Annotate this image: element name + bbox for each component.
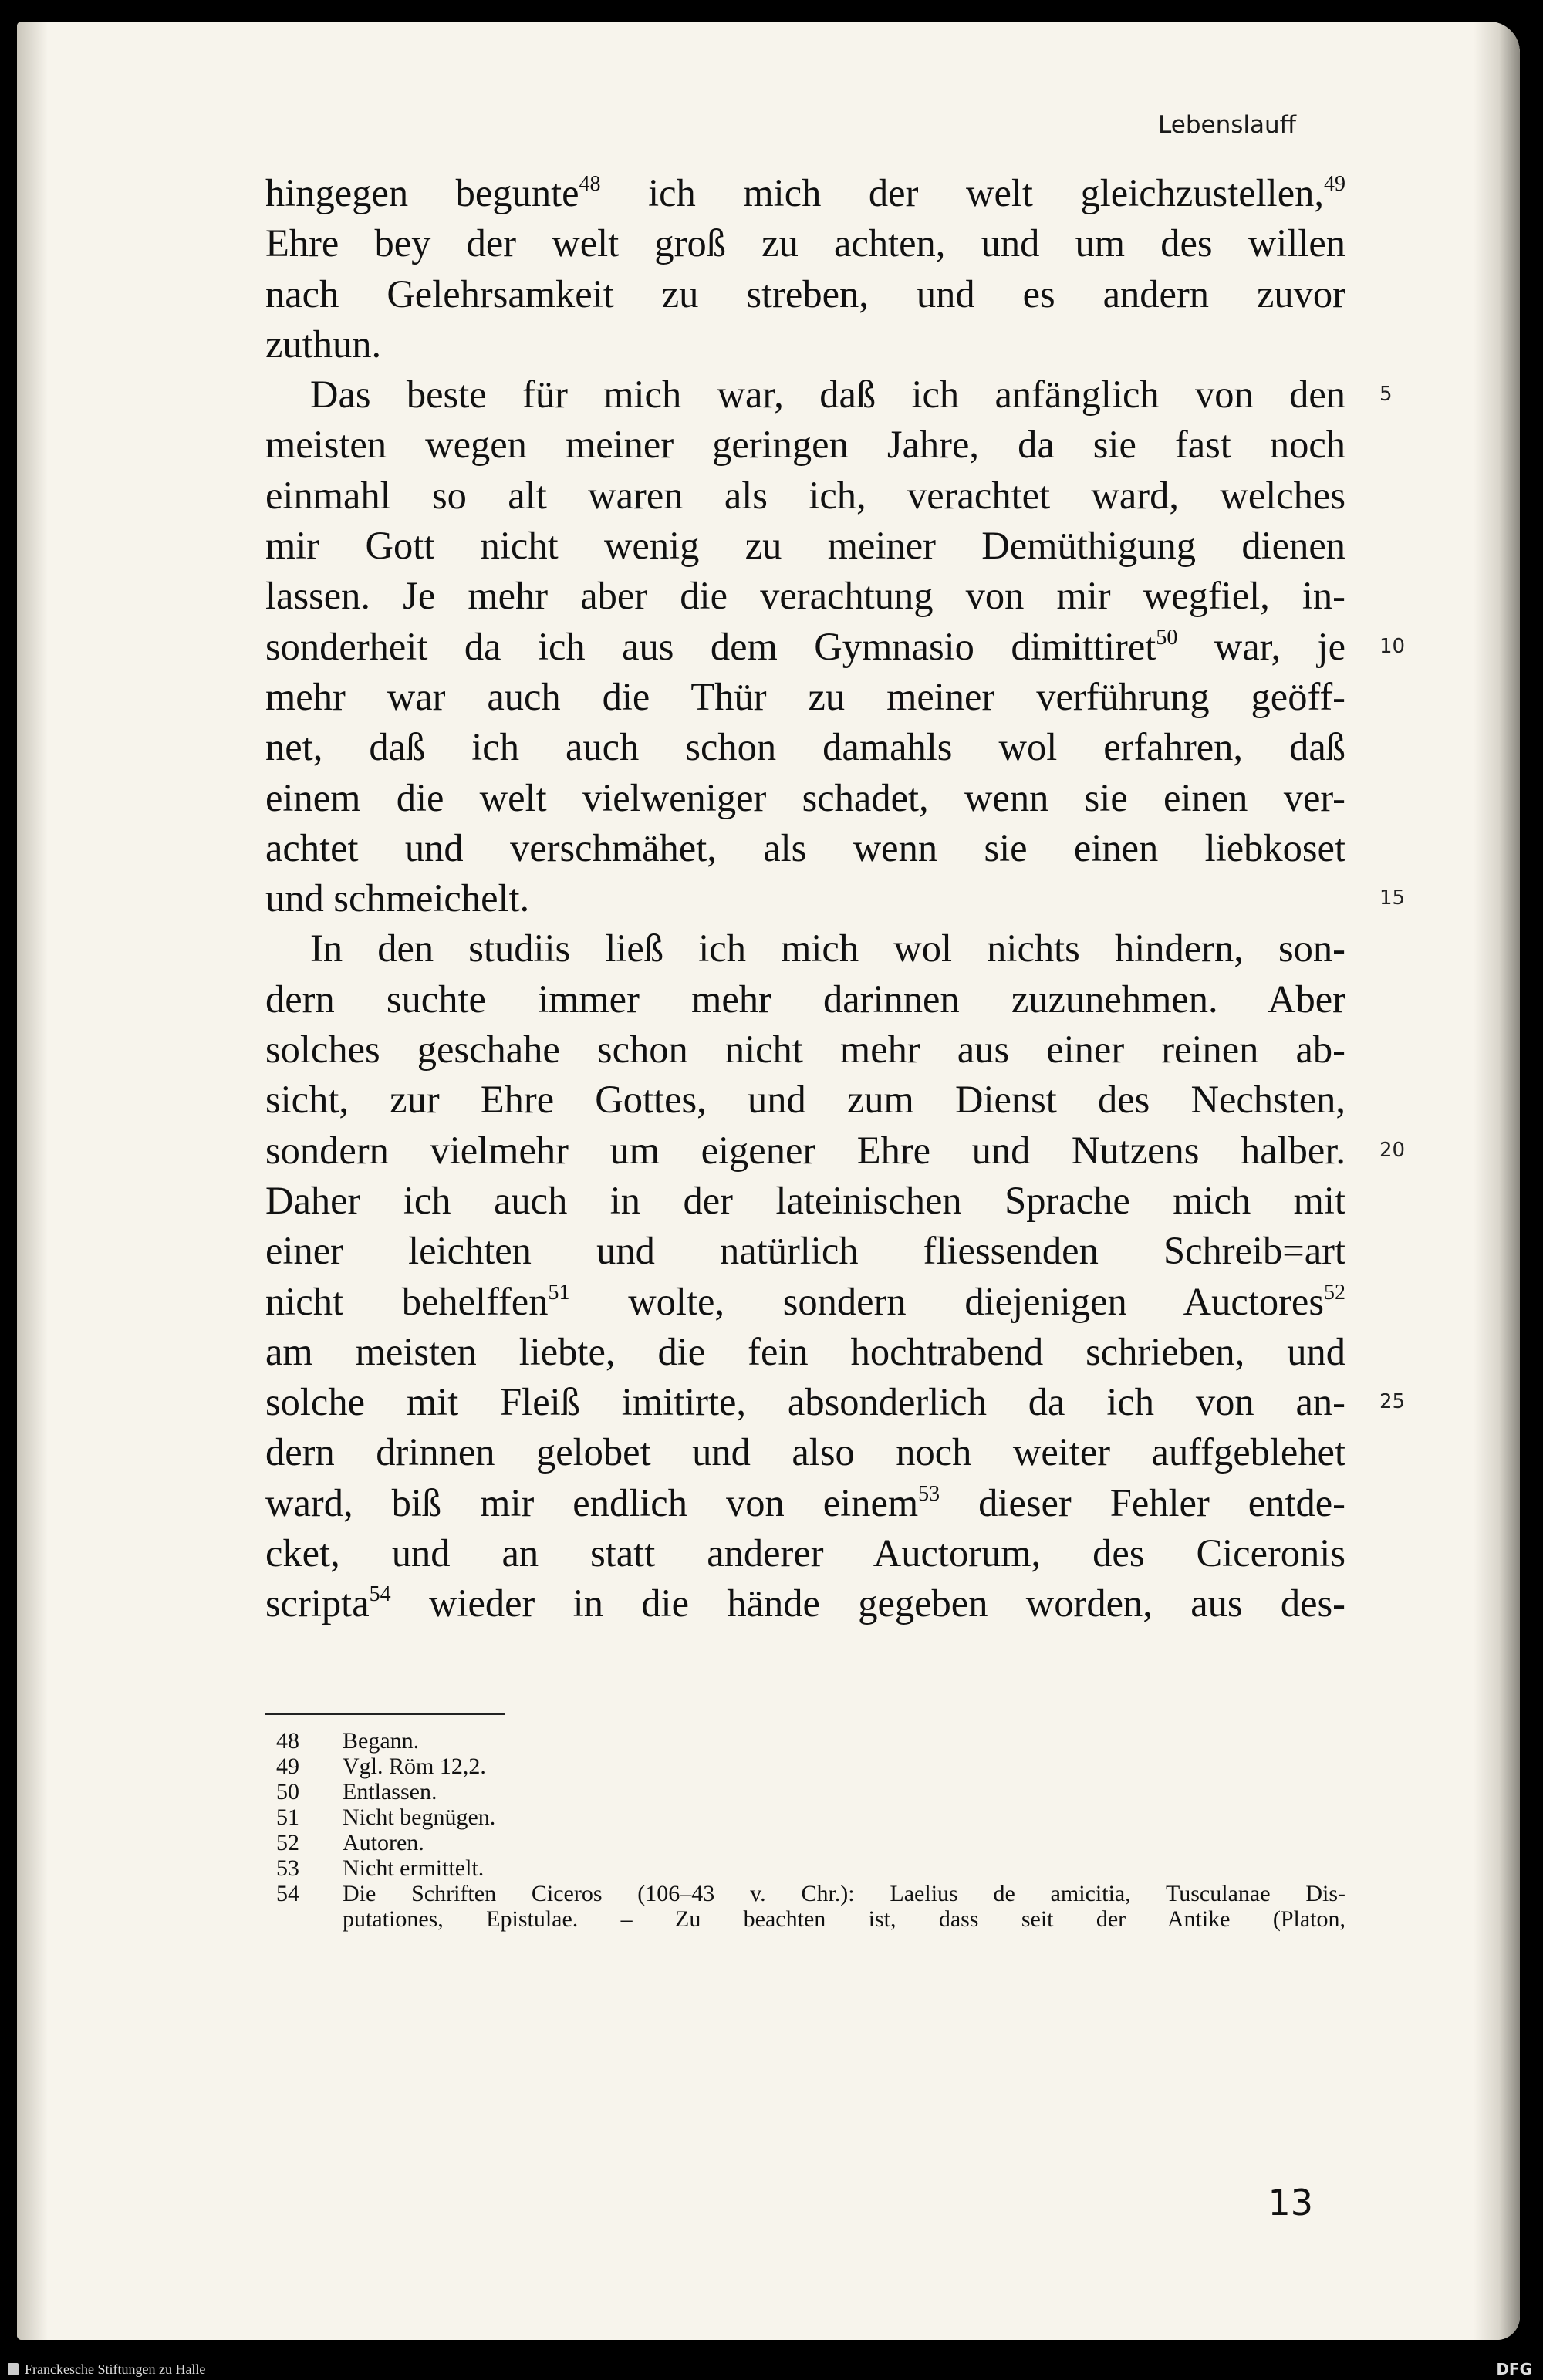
dfg-logo: DFG xyxy=(1496,2360,1532,2378)
text-line-content: dern drinnen gelobet und also noch weiter auffgeblehet xyxy=(265,1430,1345,1474)
footnote xyxy=(265,1855,1345,1881)
institution-logo-icon xyxy=(8,2363,19,2375)
footnotes xyxy=(265,1728,1345,1932)
text-line-content: sondern vielmehr um eigener Ehre und Nutzens halber. xyxy=(265,1128,1345,1172)
text-line-content: achtet und verschmähet, als wenn sie einen liebkoset xyxy=(265,825,1345,869)
line-number: 15 xyxy=(1379,886,1406,910)
footnote-number: 48 xyxy=(276,1728,299,1754)
text-line xyxy=(265,773,1345,823)
text-line xyxy=(265,521,1345,571)
book-page xyxy=(17,22,1520,2340)
text-line xyxy=(265,1126,1406,1176)
text-line xyxy=(265,319,1345,370)
text-line xyxy=(265,1075,1345,1125)
text-line-content: ward, biß mir endlich von einem$^{53}$ dieser Fehler entde- xyxy=(265,1480,1345,1524)
footnote-text: Vgl. Röm 12,2. xyxy=(343,1754,486,1779)
text-line xyxy=(265,1327,1345,1377)
footnote xyxy=(265,1804,1345,1830)
text-line xyxy=(265,974,1345,1025)
text-line-content: hingegen begunte$^{48}$ ich mich der welt gleichzustellen,$^{49}$ xyxy=(265,171,1345,214)
text-line-content: sicht, zur Ehre Gottes, und zum Dienst des Nechsten, xyxy=(265,1078,1345,1122)
line-number: 25 xyxy=(1379,1390,1406,1414)
line-number: 5 xyxy=(1379,383,1393,407)
text-line-content: einer leichten und natürlich fliessenden Schreib=art xyxy=(265,1229,1345,1273)
text-line xyxy=(265,471,1345,521)
footnote-ref: 54 xyxy=(369,1582,391,1607)
text-line-content: scripta$^{54}$ wieder in die hände gegeben worden, aus des- xyxy=(265,1582,1345,1625)
text-line-content: lassen. Je mehr aber die verachtung von mir wegfiel, in- xyxy=(265,574,1345,618)
text-line xyxy=(265,1427,1345,1477)
footnote-ref: 51 xyxy=(548,1280,570,1305)
footnote xyxy=(265,1754,1345,1779)
footnote-number: 50 xyxy=(276,1779,299,1804)
text-line-content: Das beste für mich war, daß ich anfänglich von den xyxy=(310,373,1345,417)
provider-name: Franckesche Stiftungen zu Halle xyxy=(25,2361,206,2377)
text-line xyxy=(265,218,1345,268)
text-line xyxy=(265,1176,1345,1226)
body-text xyxy=(265,168,1406,1629)
text-line-content: solches geschahe schon nicht mehr aus einer reinen ab- xyxy=(265,1028,1345,1072)
provider-credit xyxy=(8,2361,205,2378)
footnote xyxy=(265,1881,1345,1906)
text-line-content: nicht behelffen$^{51}$ wolte, sondern diejenigen Auctores$^{52}$ xyxy=(265,1279,1345,1323)
text-line-content: und schmeichelt. xyxy=(265,876,530,920)
text-line-content: einem die welt vielweniger schadet, wenn sie einen ver- xyxy=(265,775,1345,819)
text-line-content: dern suchte immer mehr darinnen zuzunehmen. Aber xyxy=(265,977,1345,1021)
footnote-text: Begann. xyxy=(343,1728,420,1754)
text-line xyxy=(265,1528,1345,1578)
text-line xyxy=(265,672,1345,722)
line-number: 10 xyxy=(1379,634,1406,658)
footnote xyxy=(265,1906,1345,1932)
page-edge-shadow xyxy=(1474,22,1520,2340)
footnote-ref: 53 xyxy=(918,1481,940,1506)
text-line xyxy=(265,269,1345,319)
text-line-content: cket, und an statt anderer Auctorum, des Ciceronis xyxy=(265,1531,1345,1575)
text-line xyxy=(265,370,1393,420)
footnote-text: Nicht begnügen. xyxy=(343,1804,496,1830)
footnote-number: 49 xyxy=(276,1754,299,1779)
footnote-ref: 50 xyxy=(1156,625,1178,650)
text-line xyxy=(265,923,1345,974)
running-head: Lebenslauff xyxy=(1158,111,1296,139)
text-line-content: zuthun. xyxy=(265,322,382,366)
footnote-text: Autoren. xyxy=(343,1830,424,1855)
text-line-content: sonderheit da ich aus dem Gymnasio dimittiret$^{50}$ war, je xyxy=(265,624,1345,668)
footnote-text: Entlassen. xyxy=(343,1779,437,1804)
text-line-content: net, daß ich auch schon damahls wol erfahren, daß xyxy=(265,725,1345,769)
text-line-content: am meisten liebte, die fein hochtrabend schrieben, und xyxy=(265,1329,1345,1373)
footnote-number: 52 xyxy=(276,1830,299,1855)
footnote-ref: 52 xyxy=(1323,1280,1345,1305)
footnote-ref: 49 xyxy=(1324,172,1345,196)
text-line xyxy=(265,1025,1345,1075)
text-line-content: Ehre bey der welt groß zu achten, und um des willen xyxy=(265,221,1345,265)
text-line xyxy=(265,722,1345,772)
footnote xyxy=(265,1830,1345,1855)
footnote-text: putationes, Epistulae. – Zu beachten ist, dass seit der Antike (Platon, xyxy=(343,1906,1345,1932)
footnote-number: 53 xyxy=(276,1855,299,1881)
text-line xyxy=(265,1377,1406,1427)
text-line xyxy=(265,420,1345,470)
footnote-text: Nicht ermittelt. xyxy=(343,1855,485,1881)
text-line-content: nach Gelehrsamkeit zu streben, und es andern zuvor xyxy=(265,272,1345,316)
text-line-content: solche mit Fleiß imitirte, absonderlich da ich von an- xyxy=(265,1380,1345,1424)
text-line-content: mehr war auch die Thür zu meiner verführung geöff- xyxy=(265,674,1345,718)
text-line xyxy=(265,1226,1345,1276)
page-gutter-shadow xyxy=(17,22,48,2340)
footnote xyxy=(265,1728,1345,1754)
text-line xyxy=(265,1578,1345,1629)
text-line xyxy=(265,1478,1345,1528)
footnote-rule xyxy=(265,1713,505,1715)
footnote-number: 54 xyxy=(276,1881,299,1906)
footnote-number: 51 xyxy=(276,1804,299,1830)
page-number: 13 xyxy=(1268,2182,1313,2223)
footnote-text: Die Schriften Ciceros (106–43 v. Chr.): Laelius de amicitia, Tusculanae Dis- xyxy=(343,1881,1345,1906)
text-line xyxy=(265,622,1406,672)
text-line xyxy=(265,873,1406,923)
line-number: 20 xyxy=(1379,1138,1406,1162)
text-line xyxy=(265,1277,1345,1327)
text-line xyxy=(265,168,1345,218)
footnote-ref: 48 xyxy=(579,172,601,196)
text-line xyxy=(265,823,1345,873)
text-line-content: Daher ich auch in der lateinischen Sprache mich mit xyxy=(265,1178,1345,1222)
text-line-content: mir Gott nicht wenig zu meiner Demüthigung dienen xyxy=(265,524,1345,568)
text-line-content: In den studiis ließ ich mich wol nichts hindern, son- xyxy=(310,927,1345,971)
text-line-content: meisten wegen meiner geringen Jahre, da sie fast noch xyxy=(265,423,1345,467)
text-line-content: einmahl so alt waren als ich, verachtet ward, welches xyxy=(265,473,1345,517)
viewer-footer-bar xyxy=(0,2357,1543,2380)
footnote xyxy=(265,1779,1345,1804)
text-line xyxy=(265,571,1345,621)
